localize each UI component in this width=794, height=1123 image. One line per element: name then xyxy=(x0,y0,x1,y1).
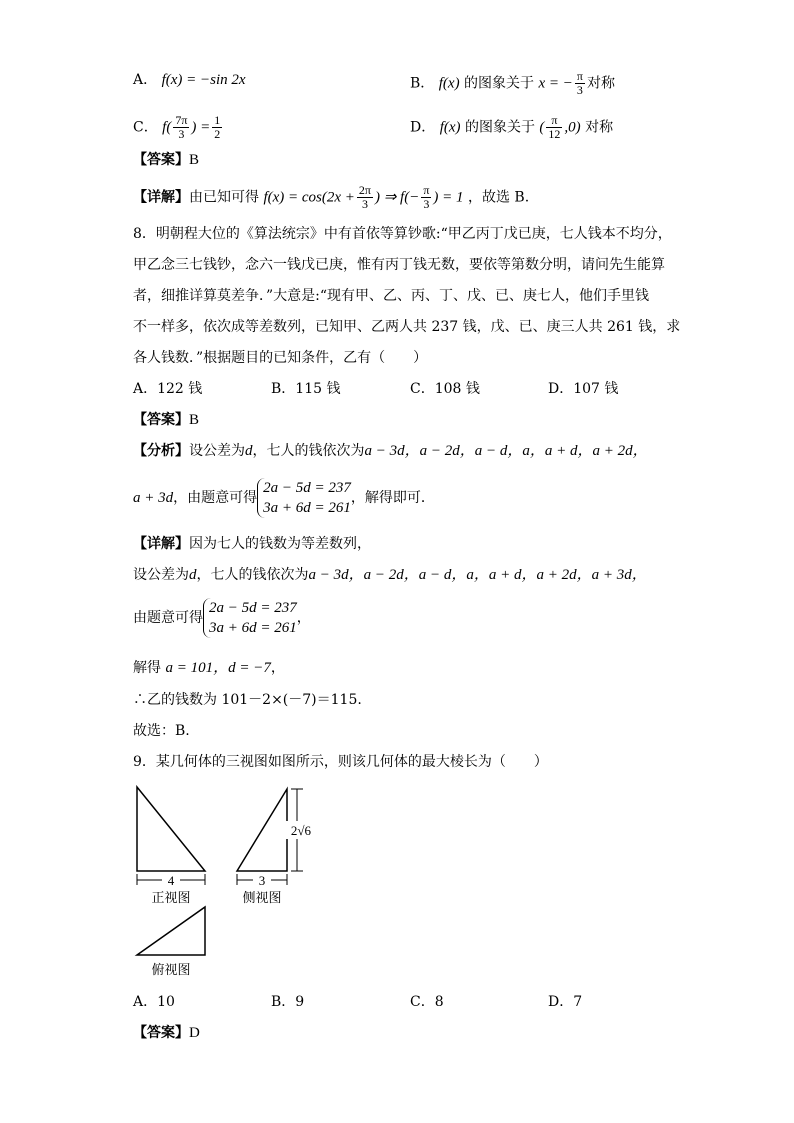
q8-option-c: C．108 钱 xyxy=(410,381,480,397)
q9-answer: 【答案】D xyxy=(133,1025,200,1041)
side-view-caption: 侧视图 xyxy=(242,891,282,906)
fraction: $\frac{2\pi}{3}$ xyxy=(358,183,371,211)
front-view-triangle xyxy=(137,787,205,871)
fraction: $\frac{\pi}{12}$ xyxy=(548,113,561,141)
q7-option-a: A． f(x) = −sin 2x xyxy=(133,72,246,88)
q8-answer: 【答案】B xyxy=(133,412,200,428)
side-height-label: 2√6 xyxy=(290,823,312,838)
q8-detail-line-6: 故选：B. xyxy=(133,723,190,739)
side-dim-label: 3 xyxy=(258,873,266,888)
q8-option-d: D．107 钱 xyxy=(548,381,619,397)
q9-option-a: A．10 xyxy=(133,994,175,1010)
three-views-diagram xyxy=(125,785,325,985)
q9-option-b: B．9 xyxy=(271,994,305,1010)
q7-detail: 【详解】由已知可得 f(x) = cos(2x + $\frac{2\pi}{3}$ ) ⇒ f(− $\frac{\pi}{3}$ ) = 1 ，故选 B. xyxy=(133,183,530,211)
fraction: $\frac{1}{2}$ xyxy=(214,113,221,141)
q7-answer: 【答案】B xyxy=(133,152,200,168)
q8-option-a: A．122 钱 xyxy=(133,381,203,397)
q9-stem: 9．某几何体的三视图如图所示，则该几何体的最大棱长为（ ） xyxy=(133,754,548,770)
q8-detail-line-2: 设公差为d，七人的钱依次为a − 3d，a − 2d，a − d，a，a + d，a + 2d，a + 3d， xyxy=(133,567,647,583)
q8-option-b: B．115 钱 xyxy=(271,381,341,397)
q8-stem-line-1: 8．明朝程大位的《算法统宗》中有首依等算钞歌:“甲乙丙丁戊已庚，七人钱本不均分， xyxy=(133,226,672,242)
fraction: $\frac{7\pi}{3}$ xyxy=(175,113,188,141)
fraction: $\frac{\pi}{3}$ xyxy=(576,69,583,97)
q8-analysis: 【分析】设公差为d，七人的钱依次为a − 3d，a − 2d，a − d，a，a + d，a + 2d， xyxy=(133,443,648,459)
q8-analysis-cont: a + 3d，由题意可得 2a − 5d = 237 3a + 6d = 261 ，解得即可． xyxy=(133,480,435,516)
equation-system: 2a − 5d = 237 3a + 6d = 261 xyxy=(203,598,297,638)
q9-option-c: C．8 xyxy=(410,994,444,1010)
q8-stem-line-5: 各人钱数．”根据题目的已知条件，乙有（ ） xyxy=(133,350,428,366)
q8-detail-line-4: 解得 a = 101，d = −7， xyxy=(133,660,285,676)
q7-option-c: C． f( $\frac{7\pi}{3}$ ) = $\frac{1}{2}$ xyxy=(133,113,221,141)
top-view-triangle xyxy=(137,907,205,955)
side-view-triangle xyxy=(237,789,287,871)
q8-stem-line-2: 甲乙念三七钱钞，念六一钱戊已庚，惟有丙丁钱无数，要依等第数分明，请问先生能算 xyxy=(133,257,665,273)
front-dim-label: 4 xyxy=(167,873,175,888)
q8-detail-line-5: ∴乙的钱数为 101－2×(－7)＝115. xyxy=(133,692,362,708)
q8-stem-line-4: 不一样多，依次成等差数列，已知甲、乙两人共 237 钱，戊、已、庚三人共 261 钱，求 xyxy=(133,319,681,335)
q8-detail-line-1: 【详解】因为七人的钱数为等差数列， xyxy=(133,536,371,552)
top-view-caption: 俯视图 xyxy=(151,963,191,978)
front-view-caption: 正视图 xyxy=(151,891,191,906)
equation-system: 2a − 5d = 237 3a + 6d = 261 xyxy=(257,478,351,518)
q8-stem-line-3: 者，细推详算莫差争．”大意是:“现有甲、乙、丙、丁、戊、已、庚七人，他们手里钱 xyxy=(133,288,650,304)
q8-detail-line-3: 由题意可得 2a − 5d = 237 3a + 6d = 261 ， xyxy=(133,600,311,636)
q7-option-b: B． f(x) 的图象关于 x = − $\frac{\pi}{3}$ 对称 xyxy=(410,69,615,97)
q7-option-d: D． f(x) 的图象关于 ( $\frac{\pi}{12}$ ,0) 对称 xyxy=(410,113,614,141)
q9-option-d: D．7 xyxy=(548,994,583,1010)
fraction: $\frac{\pi}{3}$ xyxy=(423,183,430,211)
